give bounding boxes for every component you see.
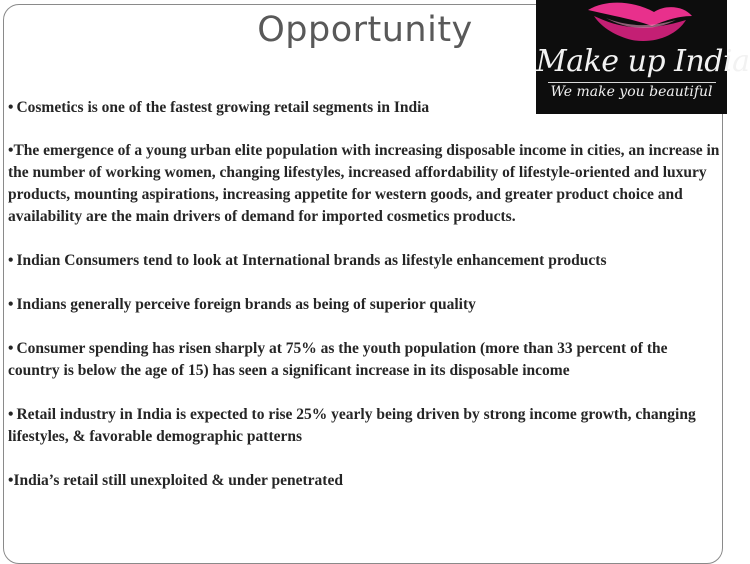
logo-brand-name: Make up India <box>536 44 750 79</box>
bullet-item <box>8 338 720 382</box>
bullet-dot: • <box>8 252 14 269</box>
bullet-text: India’s retail still unexploited & under penetrated <box>13 472 343 489</box>
bullet-item <box>8 140 720 228</box>
bullet-dot: • <box>8 406 14 423</box>
bullet-dot: • <box>8 99 14 116</box>
bullet-text: Cosmetics is one of the fastest growing retail segments in India <box>16 99 430 116</box>
bullet-text: Retail industry in India is expected to rise 25% yearly being driven by strong income growth, changing lifestyles, & favorable demographic patterns <box>8 406 696 445</box>
bullet-item <box>8 404 720 448</box>
bullet-item <box>8 97 720 119</box>
bullet-text: The emergence of a young urban elite population with increasing disposable income in cities, an increase in the number of working women, changing lifestyles, increased affordability of lifestyle-oriented and luxury products, mounting aspirations, increasing appetite for western goods, and greater product choice and availability are the main drivers of demand for imported cosmetics products. <box>8 142 720 225</box>
bullet-text: Indians generally perceive foreign brands as being of superior quality <box>16 296 476 313</box>
logo-divider <box>548 82 716 83</box>
bullet-dot: • <box>8 472 14 489</box>
bullet-text: Consumer spending has risen sharply at 75% as the youth population (more than 33 percent of the country is below the age of 15) has seen a significant increase in its disposable income <box>8 340 668 379</box>
bullet-list <box>8 97 720 514</box>
bullet-text: Indian Consumers tend to look at International brands as lifestyle enhancement products <box>16 252 607 269</box>
bullet-item <box>8 294 720 316</box>
slide-title: Opportunity <box>257 10 473 50</box>
bullet-dot: • <box>8 340 14 357</box>
bullet-dot: • <box>8 296 14 313</box>
logo-tagline: We make you beautiful <box>550 84 713 100</box>
bullet-dot: • <box>8 142 14 159</box>
bullet-item <box>8 470 720 492</box>
bullet-item <box>8 250 720 272</box>
